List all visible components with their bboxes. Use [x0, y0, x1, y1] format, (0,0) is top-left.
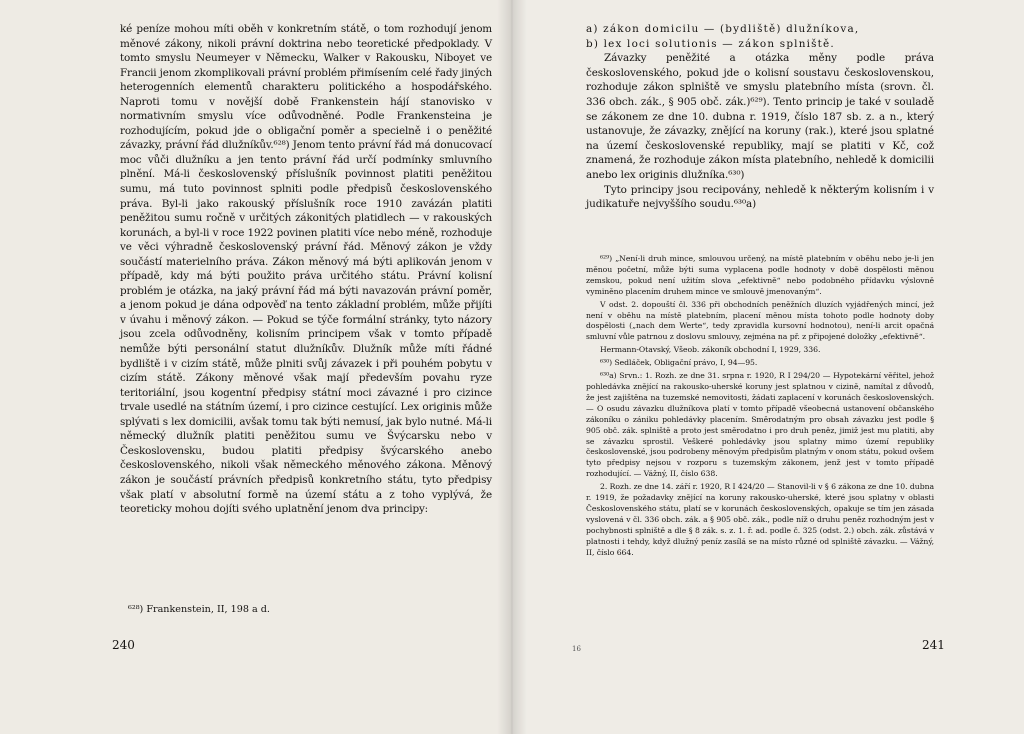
footnote-630a-1: ⁶³⁰a) Srvn.: 1. Rozh. ze dne 31. srpna r. 1920, R I 294/20 — Hypotekární věřitel, jehož pohledávka znějící na rakousko-uherské koruny jest splatnou v cizině, namítal z důvodů, že jest zajištěna na tuzemské nemovitosti, žádati zaplacení v korunách československých. — O osudu závazku dlužníkova platí v tomto případě všeobecná ustanovení občanského zákoníku o zániku pohledávky placením. Směrodatným pro obsah závazku jest podle § 905 obč. zák. splniště a proto jest směrodatno i pro druh peněz, jimiž jest mu platiti, aby se závazku sprostil. Veškeré pohledávky jsou splatny mimo území republiky československé, jsou podrobeny měnovým předpisům platným v onom státu, pokud ovšem tyto předpisy nejsou v rozporu s tuzemským zákonem, jenž jest v tomto případě rozhodující. — Vážný, II, číslo 638.	[586, 371, 934, 479]
footnote-630a-2: 2. Rozh. ze dne 14. září r. 1920, R I 424/20 — Stanovil-li v § 6 zákona ze dne 10. dubna r. 1919, že požadavky znějící na koruny rakousko-uherské, které jsou splatny v oblasti Československého státu, platí se v korunách československých, opakuje se tím jen zásada vyslovená v čl. 336 obch. zák. a § 905 obč. zák., podle níž o druhu peněz rozhodným jest v pochybnosti splniště a dle § 8 zák. s. z. 1. ř. ad. podle č. 325 (odst. 2.) obch. zák. zůstává v platnosti i tehdy, když dlužný peníz zasílá se na místo různé od splniště závazku. — Vážný, II, číslo 664.	[586, 482, 934, 557]
footnote-629-citation: Hermann-Otavský, Všeob. zákoník obchodní I, 1929, 336.	[600, 345, 821, 355]
footnote-629: ⁶²⁹) „Není-li druh mince, smlouvou určený, na místě platebním v oběhu nebo je-li jen měnou početní, může býti suma vyplacena podle hodnoty v době dospělosti měnou zemskou, pokud není užitím slova „efektivně“ nebo podobného přídavku výslovně vyminěno placením druhem mince ve smlouvě jmenovaným“.	[586, 254, 934, 296]
page-number-right: 241	[922, 638, 945, 652]
right-paragraph-2: Tyto principy jsou recipovány, nehledě k některým kolisním i v judikatuře nejvyššího soudu.⁶³⁰a)	[586, 183, 934, 211]
left-body-text	[120, 22, 492, 517]
left-paragraph: ké peníze mohou míti oběh v konkretním státě, o tom rozhodují jenom měnové zákony, nikoli právní doktrina nebo teoretické předpoklady. V tomto smyslu Neumeyer v Německu, Walker v Rakousku, Niboyet ve Francii jenom zkomplikovali právní problém přimísením celé řady jiných heterogenních elementů charakteru politického a hospodářského. Naproti tomu v novější době Frankenstein hájí stanovisko v normativním smyslu více odůvodněné. Podle Frankensteina je rozhodujícím, pokud jde o obligační poměr a specielně i o peněžité závazky, právní řád dlužníkův.⁶²⁸) Jenom tento právní řád má donucovací moc vůči dlužníku a jen tento právní řád určí podmínky smluvního plnění. Má-li československý příslušník povinnost platiti peněžitou sumu, má tuto povinnost splniti podle předpisů československého práva. Byl-li jako rakouský příslušník roce 1910 zavázán platiti peněžitou sumu ročně v určitých zákonitých platidlech — v rakouských korunách, a byl-li v roce 1922 povinen platiti více nebo méně, rozhoduje ve věci výhradně československý právní řád. Měnový zákon je vždy součástí materielního práva. Zákon měnový má býti aplikován jenom v případě, kdy má býti použito práva určitého státu. Právní kolisní problém je otázka, na jaký právní řád má býti navazován právní poměr, a jenom pokud je dána odpověď na tento základní problém, může přijíti v úvahu i měnový zákon. — Pokud se týče formální stránky, tyto názory jsou zcela odůvodněny, kolisním principem však v tomto případě nemůže býti personální statut dlužníkův. Dlužník může míti řádné bydliště i v cizím státě, může plniti svůj závazek i při pouhém pobytu v cizím státě. Zákony měnové však mají především povahu ryze teritoriální, jsou kogentní předpisy státní moci závazné i pro cizince trvale usedlé na státním území, i pro cizince cestující. Lex originis může splývati s lex domicilii, avšak tomu tak býti nemusí, jak bylo nutné. Má-li německý dlužník platiti peněžitou sumu ve Švýcarsku nebo v Československu, budou platiti předpisy švýcarského anebo československého, nikoli však německého měnového zákona. Měnový zákon je součástí právních předpisů konkretního státu, tyto předpisy však platí v absolutní formě na území státu a z toho vyplývá, že teoreticky mohou dojíti svého uplatnění jenom dva principy:	[120, 23, 492, 516]
principle-b: b) lex loci solutionis — zákon splniště.	[586, 37, 835, 50]
right-body-text	[586, 22, 934, 212]
footnote-629-cont: V odst. 2. dopouští čl. 336 při obchodních peněžních dluzích vyjádřených mincí, jež není v oběhu na místě platebním, placení měnou místa tohoto podle hodnoty doby dospělosti („nach dem Werte“, tedy zpravidla kursovní hodnotou), není-li arcit opačná smluvní vůle patrnou z doslovu smlouvy, zejména na př. z připojené doložky „efektivně“.	[586, 299, 934, 342]
left-footnote: ⁶²⁸) Frankenstein, II, 198 a d.	[128, 604, 270, 615]
footnote-630: ⁶³⁰) Sedláček, Obligační právo, I, 94—95.	[600, 358, 758, 368]
signature-mark: 16	[572, 645, 581, 653]
page-number-left: 240	[112, 638, 135, 652]
right-paragraph-1: Závazky peněžité a otázka měny podle práva československého, pokud jde o kolisní soustavu československou, rozhoduje zákon splniště ve smyslu platebního místa (srovn. čl. 336 obch. zák., § 905 obč. zák.)⁶²⁹). Tento princip je také v souladě se zákonem ze dne 10. dubna r. 1919, číslo 187 sb. z. a n., který ustanovuje, že závazky, znějící na koruny (rak.), které jsou splatné na území československé republiky, mají se platiti v Kč, což znamená, že rozhoduje zákon místa platebního, nehledě k domicilii anebo lex originis dlužníka.⁶³⁰)	[586, 52, 934, 181]
book-gutter	[497, 0, 527, 734]
right-footnotes	[586, 254, 934, 560]
principle-a: a) zákon domicilu — (bydliště) dlužníkova,	[586, 23, 860, 35]
